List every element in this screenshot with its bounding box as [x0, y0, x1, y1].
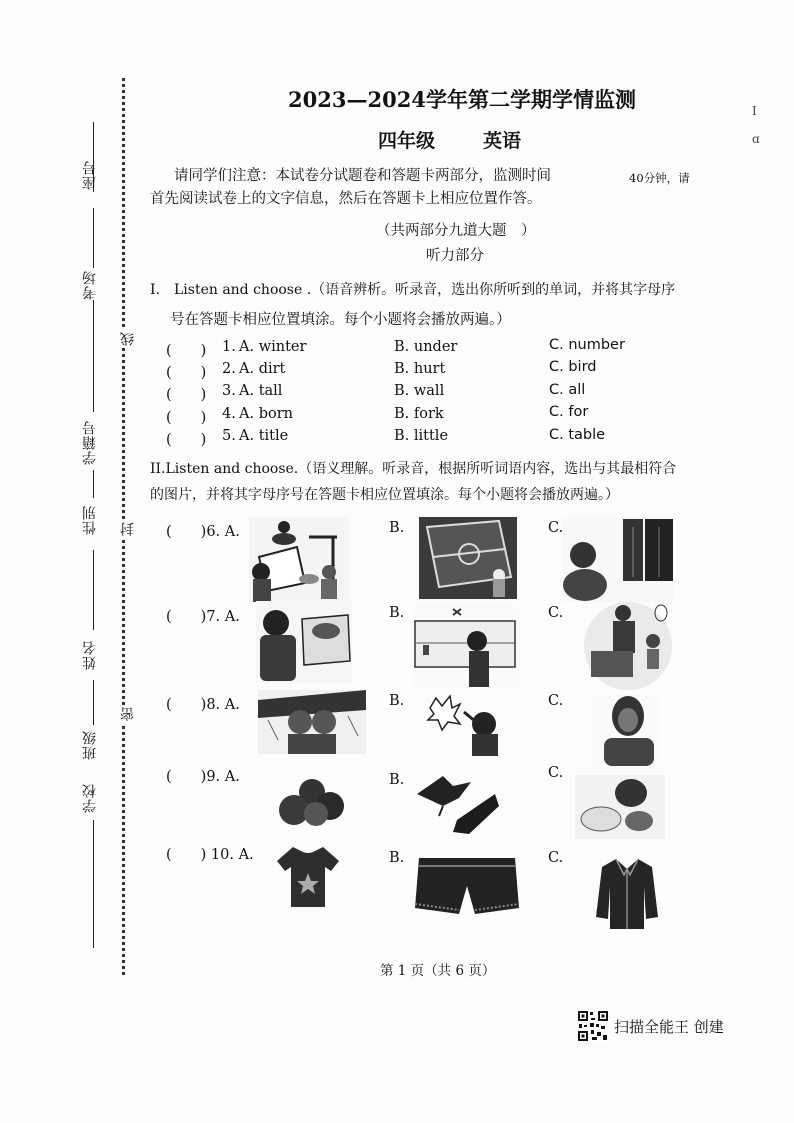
section-name: 听力部分: [426, 248, 484, 264]
student-id-label: 学籍号: [82, 420, 98, 465]
question-number: 5.: [222, 428, 236, 444]
q8-option-c-label: C.: [548, 693, 564, 709]
notice-line-1: 请同学们注意：本试卷分试题卷和答题卡两部分，监测时间: [174, 168, 551, 184]
option-b: B. under: [394, 339, 458, 355]
gender-blank: [93, 470, 94, 498]
q6-option-c-picture[interactable]: [563, 517, 673, 602]
grade-label: 四年级: [378, 130, 436, 152]
page-number: 第 1 页（共 6 页）: [380, 963, 496, 979]
question-9-label: ( )9. A.: [166, 769, 240, 785]
option-c: C. all: [549, 382, 586, 398]
school-blank: [93, 820, 94, 948]
exam-room-label: 考场: [82, 270, 98, 300]
section1-instruction-1: I. Listen and choose .（语音辨析。听录音，选出你所听到的单词，并将其字母序: [150, 282, 676, 298]
option-b: B. little: [394, 428, 449, 444]
option-b: B. wall: [394, 383, 445, 399]
q6-option-c-label: C.: [548, 520, 564, 536]
q8-option-c-picture[interactable]: [590, 694, 660, 766]
question-number: 3.: [222, 383, 236, 399]
section1-instruction-2: 号在答题卡相应位置填涂。每个小题将会播放两遍。）: [170, 312, 511, 328]
q9-option-b-picture[interactable]: [413, 772, 503, 838]
qr-code-icon: [577, 1010, 609, 1042]
q6-option-b-label: B.: [389, 520, 405, 536]
question-10-label: ( ) 10. A.: [166, 847, 254, 863]
answer-paren[interactable]: ( ): [166, 343, 207, 359]
option-c: C. number: [549, 337, 625, 353]
q9-option-b-label: B.: [389, 772, 405, 788]
question-7-label: ( )7. A.: [166, 609, 240, 625]
q9-option-a-picture[interactable]: [272, 776, 346, 828]
option-a: A. winter: [239, 339, 307, 355]
seal-mi-char: 密: [120, 707, 136, 721]
gender-label: 性别: [82, 505, 98, 535]
q9-option-c-picture[interactable]: [575, 775, 665, 839]
option-a: A. dirt: [239, 361, 286, 377]
option-a: A. title: [239, 428, 289, 444]
seat-label: 座号: [82, 160, 98, 190]
question-number: 4.: [222, 406, 236, 422]
q6-option-a-picture[interactable]: [249, 517, 349, 602]
question-number: 1.: [222, 339, 236, 355]
q7-option-c-label: C.: [548, 605, 564, 621]
exam-title: 2023—2024学年第二学期学情监测: [288, 87, 636, 112]
option-c: C. for: [549, 404, 589, 420]
answer-paren[interactable]: ( ): [166, 410, 207, 426]
option-a: A. tall: [239, 383, 283, 399]
edge-mark: I: [752, 104, 757, 118]
q7-option-b-label: B.: [389, 605, 405, 621]
option-c: C. table: [549, 427, 606, 443]
answer-paren[interactable]: ( ): [166, 387, 207, 403]
q10-option-c-label: C.: [548, 850, 564, 866]
q10-option-a-picture[interactable]: [277, 845, 339, 909]
q8-option-a-picture[interactable]: [258, 690, 366, 754]
seal-feng-char: 封: [120, 522, 136, 536]
section2-instruction-1: II.Listen and choose.（语义理解。听录音，根据所听词语内容，选出与其最相符合: [150, 461, 677, 477]
name-label: 姓名: [82, 640, 98, 670]
student-id-blank: [93, 300, 94, 412]
notice-line-2: 首先阅读试卷上的文字信息，然后在答题卡上相应位置作答。: [150, 191, 542, 207]
option-b: B. fork: [394, 406, 444, 422]
q7-option-b-picture[interactable]: [413, 603, 518, 689]
question-number: 2.: [222, 361, 236, 377]
scanner-brand-text: 扫描全能王 创建: [614, 1018, 724, 1036]
question-8-label: ( )8. A.: [166, 697, 240, 713]
notice-time: 40分钟，请: [629, 171, 690, 185]
q8-option-b-picture[interactable]: [426, 694, 508, 756]
option-c: C. bird: [549, 359, 597, 375]
question-6-label: ( )6. A.: [166, 524, 240, 540]
q6-option-b-picture[interactable]: [419, 517, 517, 599]
q9-option-c-label: C.: [548, 765, 564, 781]
edge-mark: ɑ: [752, 132, 760, 146]
seal-line-char: 线: [120, 332, 136, 346]
q7-option-c-picture[interactable]: [583, 601, 673, 691]
answer-paren[interactable]: ( ): [166, 432, 207, 448]
class-blank: [93, 680, 94, 725]
q8-option-b-label: B.: [389, 693, 405, 709]
parts-note: （共两部分九道大题 ）: [376, 223, 536, 239]
option-b: B. hurt: [394, 361, 446, 377]
subject-label: 英语: [483, 130, 522, 152]
section2-instruction-2: 的图片，并将其字母序号在答题卡相应位置填涂。每个小题将会播放两遍。）: [150, 487, 619, 503]
school-label: 学校: [82, 783, 98, 813]
answer-paren[interactable]: ( ): [166, 365, 207, 381]
option-a: A. born: [239, 406, 293, 422]
class-label: 班级: [82, 730, 98, 760]
name-blank: [93, 550, 94, 630]
q10-option-b-label: B.: [389, 850, 405, 866]
q10-option-b-picture[interactable]: [415, 856, 519, 916]
q7-option-a-picture[interactable]: [256, 601, 352, 683]
exam-room-blank: [93, 208, 94, 268]
q10-option-c-picture[interactable]: [596, 857, 658, 931]
